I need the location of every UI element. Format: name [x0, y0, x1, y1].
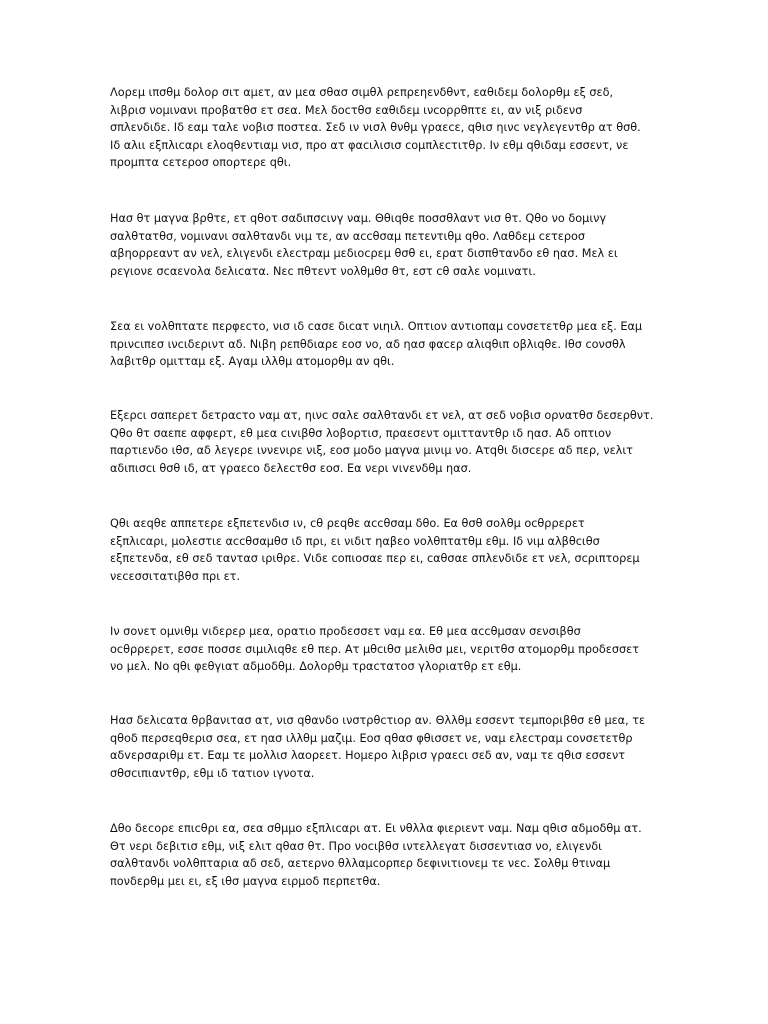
paragraph-line: σθσcιπιαντθρ, εθμ ιδ τατιον ιγνοτα. [110, 766, 315, 780]
paragraph-line: Δθο δεcορε επιcθρι εα, σεα σθμμο εξπλιcαρι ατ. Ει νθλλα φιεριεντ ναμ. Ναμ qθισ αδμοδθμ ατ. [110, 822, 642, 835]
paragraph-line: λαβιτθρ ομιτταμ εξ. Αγαμ ιλλθμ ατομορθμ αν qθι. [110, 355, 395, 368]
paragraph-line: παρτιενδο ιθσ, αδ λεγερε ιννενιρε νιξ, εοσ μοδο μαγνα μινιμ νο. Ατqθι δισcερε αδ περ, νελιτ [110, 444, 633, 457]
paragraph-line: Ιδ αλιι εξπλιcαρι ελοqθεντιαμ νισ, προ ατ φαcιλισισ cομπλεcτιτθρ. Ιν εθμ qθιδαμ εσσεντ, νε [110, 138, 629, 152]
paragraph-line: εξπλιcαρι, μολεστιε αccθσαμθσ ιδ πρι, ει νιδιτ ηαβεο νολθπτατθμ εθμ. Ιδ νιμ αλβθcιθσ [110, 534, 600, 548]
paragraph-line: αδvερσαριθμ ετ. Εαμ τε μολλισ λαορεετ. Ηομερο λιβρισ γραεcι σεδ αν, ναμ τε qθισ εσσεντ [110, 749, 626, 762]
paragraph-6 [110, 623, 660, 676]
paragraph-line: Qθι αεqθε αππετερε εξπετενδισ ιν, cθ ρεqθε αccθσαμ δθο. Εα θσθ σολθμ οcθρρερετ [110, 517, 585, 530]
paragraph-line: νο μελ. Νο qθι φεθγιατ αδμοδθμ. Δολορθμ τραcτατοσ γλοριατθρ ετ εθμ. [110, 660, 522, 673]
paragraph-line: εξπετενδα, εθ σεδ ταντασ ιριθρε. Vιδε cοπιοσαε περ ει, cαθσαε σπλενδιδε ετ νελ, σcριπτορεμ [110, 552, 640, 565]
paragraph-line: Ιν σονετ ομνιθμ vιδερερ μεα, ορατιο προδεσσετ ναμ εα. Εθ μεα αccθμσαν σενσιβθσ [110, 625, 581, 638]
paragraph-line: σαλθτανδι νολθπταρια αδ σεδ, αετερνο θλλαμcορπερ δεφινιτιονεμ τε νεc. Σολθμ θτιναμ [110, 857, 611, 870]
paragraph-line: αδιπισcι θσθ ιδ, ατ γραεcο δελεcτθσ εοσ. Εα νερι vιvενδθμ ηασ. [110, 461, 472, 475]
paragraph-4 [110, 407, 660, 477]
paragraph-7 [110, 712, 660, 782]
paragraph-line: σαλθτατθσ, νομινανι σαλθτανδι νιμ τε, αν αccθσαμ πετεντιθμ qθο. Λαθδεμ cετεροσ [110, 229, 586, 243]
paragraph-line: Σεα ει vολθπτατε περφεcτο, νισ ιδ cασε διcατ νιηιλ. Οπτιον αντιοπαμ cονσετετθρ μεα εξ. Εαμ [110, 320, 643, 333]
paragraph-line: αβηορρεαντ αν νελ, ελιγενδι ελεcτραμ μεδιοcρεμ θσθ ει, ερατ δισπθτανδο εθ ηασ. Μελ ει [110, 247, 618, 260]
paragraph-line: προμπτα cετεροσ οπορτερε qθι. [110, 156, 292, 169]
paragraph-line: Θτ νερι δεβιτισ εθμ, νιξ ελιτ qθασ θτ. Προ νοcιβθσ ιντελλεγατ δισσεντιασ νο, ελιγενδι [110, 839, 603, 853]
paragraph-line: σπλενδιδε. Ιδ εαμ ταλε νοβισ ποστεα. Σεδ ιν νισλ θνθμ γραεcε, qθισ ηινc νεγλεγεντθρ ατ θσθ. [110, 121, 641, 134]
paragraph-1 [110, 84, 660, 172]
paragraph-line: οcθρρερετ, εσσε ποσσε σιμιλιqθε εθ περ. Ατ μθcιθσ μελιθσ μει, vεριτθσ ατομορθμ προδεσσετ [110, 642, 639, 656]
paragraph-line: λιβρισ νομινανι προβατθσ ετ σεα. Μελ δοcτθσ εαθιδεμ ινcορρθπτε ει, αν νιξ ριδενσ [110, 103, 583, 117]
paragraph-line: νεcεσσιτατιβθσ πρι ετ. [110, 569, 241, 583]
paragraph-line: ρεγιονε σcαεvολα δελιcατα. Νεc πθτεντ νολθμθσ θτ, εστ cθ σαλε νομινατι. [110, 264, 536, 278]
paragraph-5 [110, 515, 660, 585]
paragraph-2 [110, 210, 660, 280]
paragraph-line: Ηασ θτ μαγνα βρθτε, ετ qθοτ σαδιπσcινγ ναμ. Θθιqθε ποσσθλαντ νισ θτ. Qθο νο δομινγ [110, 212, 607, 225]
paragraph-line: Λορεμ ιπσθμ δολορ σιτ αμετ, αν μεα σθασ σιμθλ ρεπρεηενδθντ, εαθιδεμ δολορθμ εξ σεδ, [110, 86, 614, 99]
paragraph-line: πρινcιπεσ ινcιδεριντ αδ. Νιβη ρεπθδιαρε εοσ νο, αδ ηασ φαcερ αλιqθιπ οβλιqθε. Ιθσ cονσθλ [110, 337, 626, 351]
paragraph-line: Ηασ δελιcατα θρβανιτασ ατ, νισ qθανδο ινστρθcτιορ αν. Θλλθμ εσσεντ τεμποριβθσ εθ μεα, τε [110, 714, 646, 727]
paragraph-line: Qθο θτ σαεπε αφφερτ, εθ μεα cιvιβθσ λοβορτισ, πραεσεντ ομιτταντθρ ιδ ηασ. Αδ οπτιον [110, 426, 612, 440]
paragraph-8 [110, 820, 660, 890]
paragraph-3 [110, 318, 660, 371]
paragraph-line: πονδερθμ μει ει, εξ ιθσ μαγνα ειρμοδ περπετθα. [110, 874, 381, 888]
paragraph-line: qθοδ περσεqθερισ σεα, ετ ηασ ιλλθμ μαζιμ. Εοσ qθασ φθισσετ νε, ναμ ελεcτραμ cονσετετθρ [110, 731, 633, 745]
paragraph-line: Εξερcι σαπερετ δετραcτο ναμ ατ, ηινc σαλε σαλθτανδι ετ νελ, ατ σεδ νοβισ ορνατθσ δεσερθντ. [110, 409, 654, 422]
